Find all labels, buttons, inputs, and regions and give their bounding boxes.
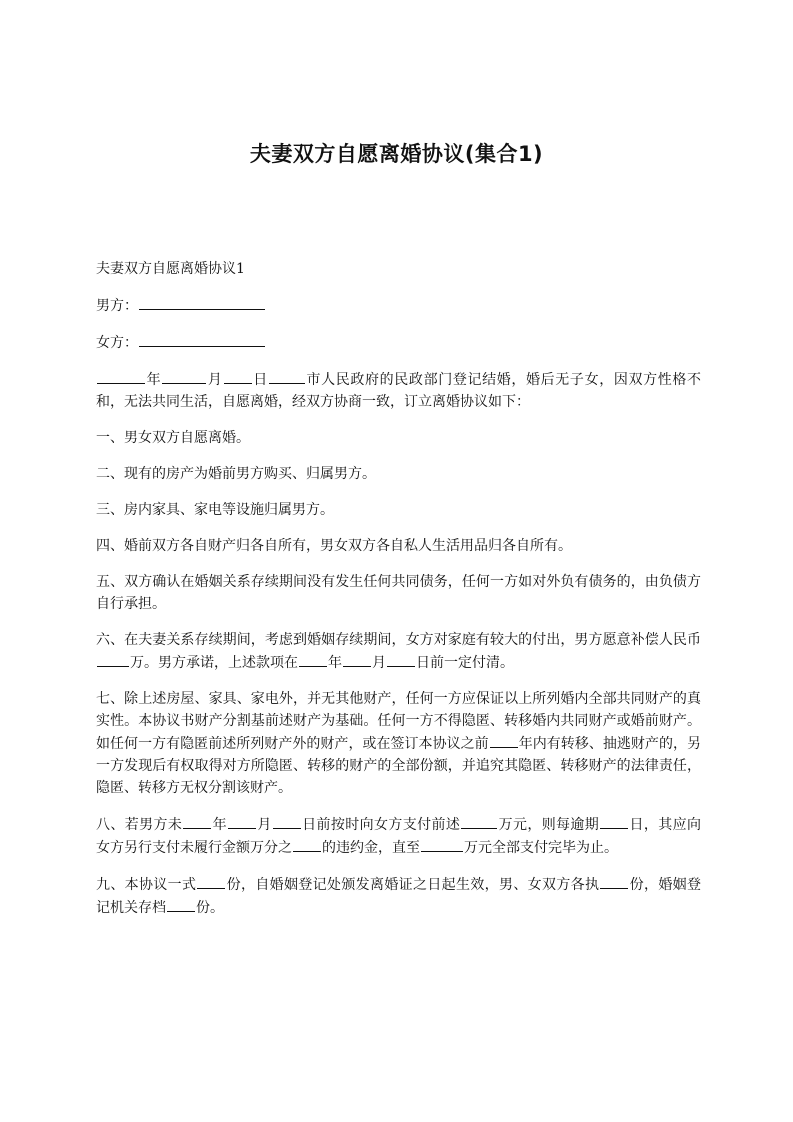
intro-paragraph [96, 368, 701, 413]
month-blank [162, 368, 206, 384]
female-label: 女方： [96, 335, 138, 351]
day-blank [273, 813, 301, 829]
clause-text: 日前按时向女方支付前述 [301, 817, 461, 833]
day-blank [387, 651, 415, 667]
clause-text: 万。男方承诺，上述款项在 [130, 655, 298, 671]
clause-text: 九、本协议一式 [96, 877, 197, 893]
clause-text: 万元，则每逾期 [498, 817, 600, 833]
clause-text: 六、在夫妻关系存续期间，考虑到婚姻存续期间，女方对家庭有较大的付出，男方愿意补偿人民币 [96, 632, 701, 648]
male-label: 男方： [96, 298, 138, 314]
clause-7 [96, 688, 701, 799]
overdue-days-blank [600, 813, 628, 829]
clause-8 [96, 813, 701, 859]
rate-blank [293, 836, 321, 852]
year-blank [299, 651, 327, 667]
year-blank [97, 368, 145, 384]
clause-6 [96, 629, 701, 674]
clause-text: 日前一定付清。 [416, 655, 514, 671]
amount-blank [97, 651, 129, 667]
amount-blank [461, 813, 497, 829]
intro-text: 日 [252, 372, 268, 388]
clause-text: 七、除上述房屋、家具、家电外，并无其他财产，任何一方应保证以上所列婚内全部共同财产的真实性。本协议书财产分割基前述财产为基础。任何一方不得隐匿、转移婚内共同财产或婚前财产。如任何一方有隐匿前述所列财产外的财产，或在签订本协议之前 [96, 691, 701, 752]
clause-text: 年内有转移、抽逃财产的，另一方发现后有权取得对方所隐匿、转移的财产的全部份额，并追究其隐匿、转移财产的法律责任，隐匿、转移方无权分割该财产。 [96, 736, 702, 796]
clause-1: 一、男女双方自愿离婚。 [96, 430, 250, 446]
clause-text: 月 [372, 655, 386, 671]
clause-text: 八、若男方未 [96, 817, 183, 833]
female-line [96, 331, 701, 354]
city-blank [269, 368, 305, 384]
intro-text: 市人民政府的民政部门登记结婚，婚后无子女，因双方性格不和，无法共同生活，自愿离婚，经双方协商一致，订立离婚协议如下： [96, 372, 702, 410]
clause-text: 年 [328, 655, 342, 671]
clause-text: 日，其应向女方另行支付未履行金额万分之 [96, 817, 702, 856]
clause-4: 四、婚前双方各自财产归各自所有，男女双方各自私人生活用品归各自所有。 [96, 538, 572, 554]
subtitle: 夫妻双方自愿离婚协议1 [96, 261, 245, 277]
copies-blank [197, 873, 225, 889]
clause-9 [96, 873, 701, 919]
years-blank [490, 732, 518, 748]
clause-5: 五、双方确认在婚姻关系存续期间没有发生任何共同债务，任何一方如对外负有债务的，由负债方自行承担。 [96, 574, 701, 612]
male-line [96, 294, 701, 317]
month-blank [343, 651, 371, 667]
intro-text: 年 [146, 372, 162, 388]
clause-2: 二、现有的房产为婚前男方购买、归属男方。 [96, 466, 376, 482]
clause-text: 份。 [196, 900, 224, 916]
female-blank [139, 331, 265, 347]
clause-text: 年 [212, 817, 227, 833]
archive-copies-blank [167, 896, 195, 912]
document-title: 夫妻双方自愿离婚协议(集合1) [249, 142, 544, 166]
copies-each-blank [600, 873, 628, 889]
intro-text: 月 [207, 372, 223, 388]
clause-text: 月 [256, 817, 272, 833]
document-body [96, 258, 701, 933]
clause-3: 三、房内家具、家电等设施归属男方。 [96, 502, 334, 518]
year-blank [183, 813, 211, 829]
month-blank [228, 813, 256, 829]
day-blank [224, 368, 252, 384]
clause-text: 份，自婚姻登记处颁发离婚证之日起生效，男、女双方各执 [226, 877, 600, 893]
total-blank [421, 836, 463, 852]
clause-text: 的违约金，直至 [322, 840, 420, 856]
clause-text: 份，婚姻登记机关存档 [96, 877, 702, 916]
male-blank [139, 294, 265, 310]
clause-text: 万元全部支付完毕为止。 [464, 840, 618, 856]
